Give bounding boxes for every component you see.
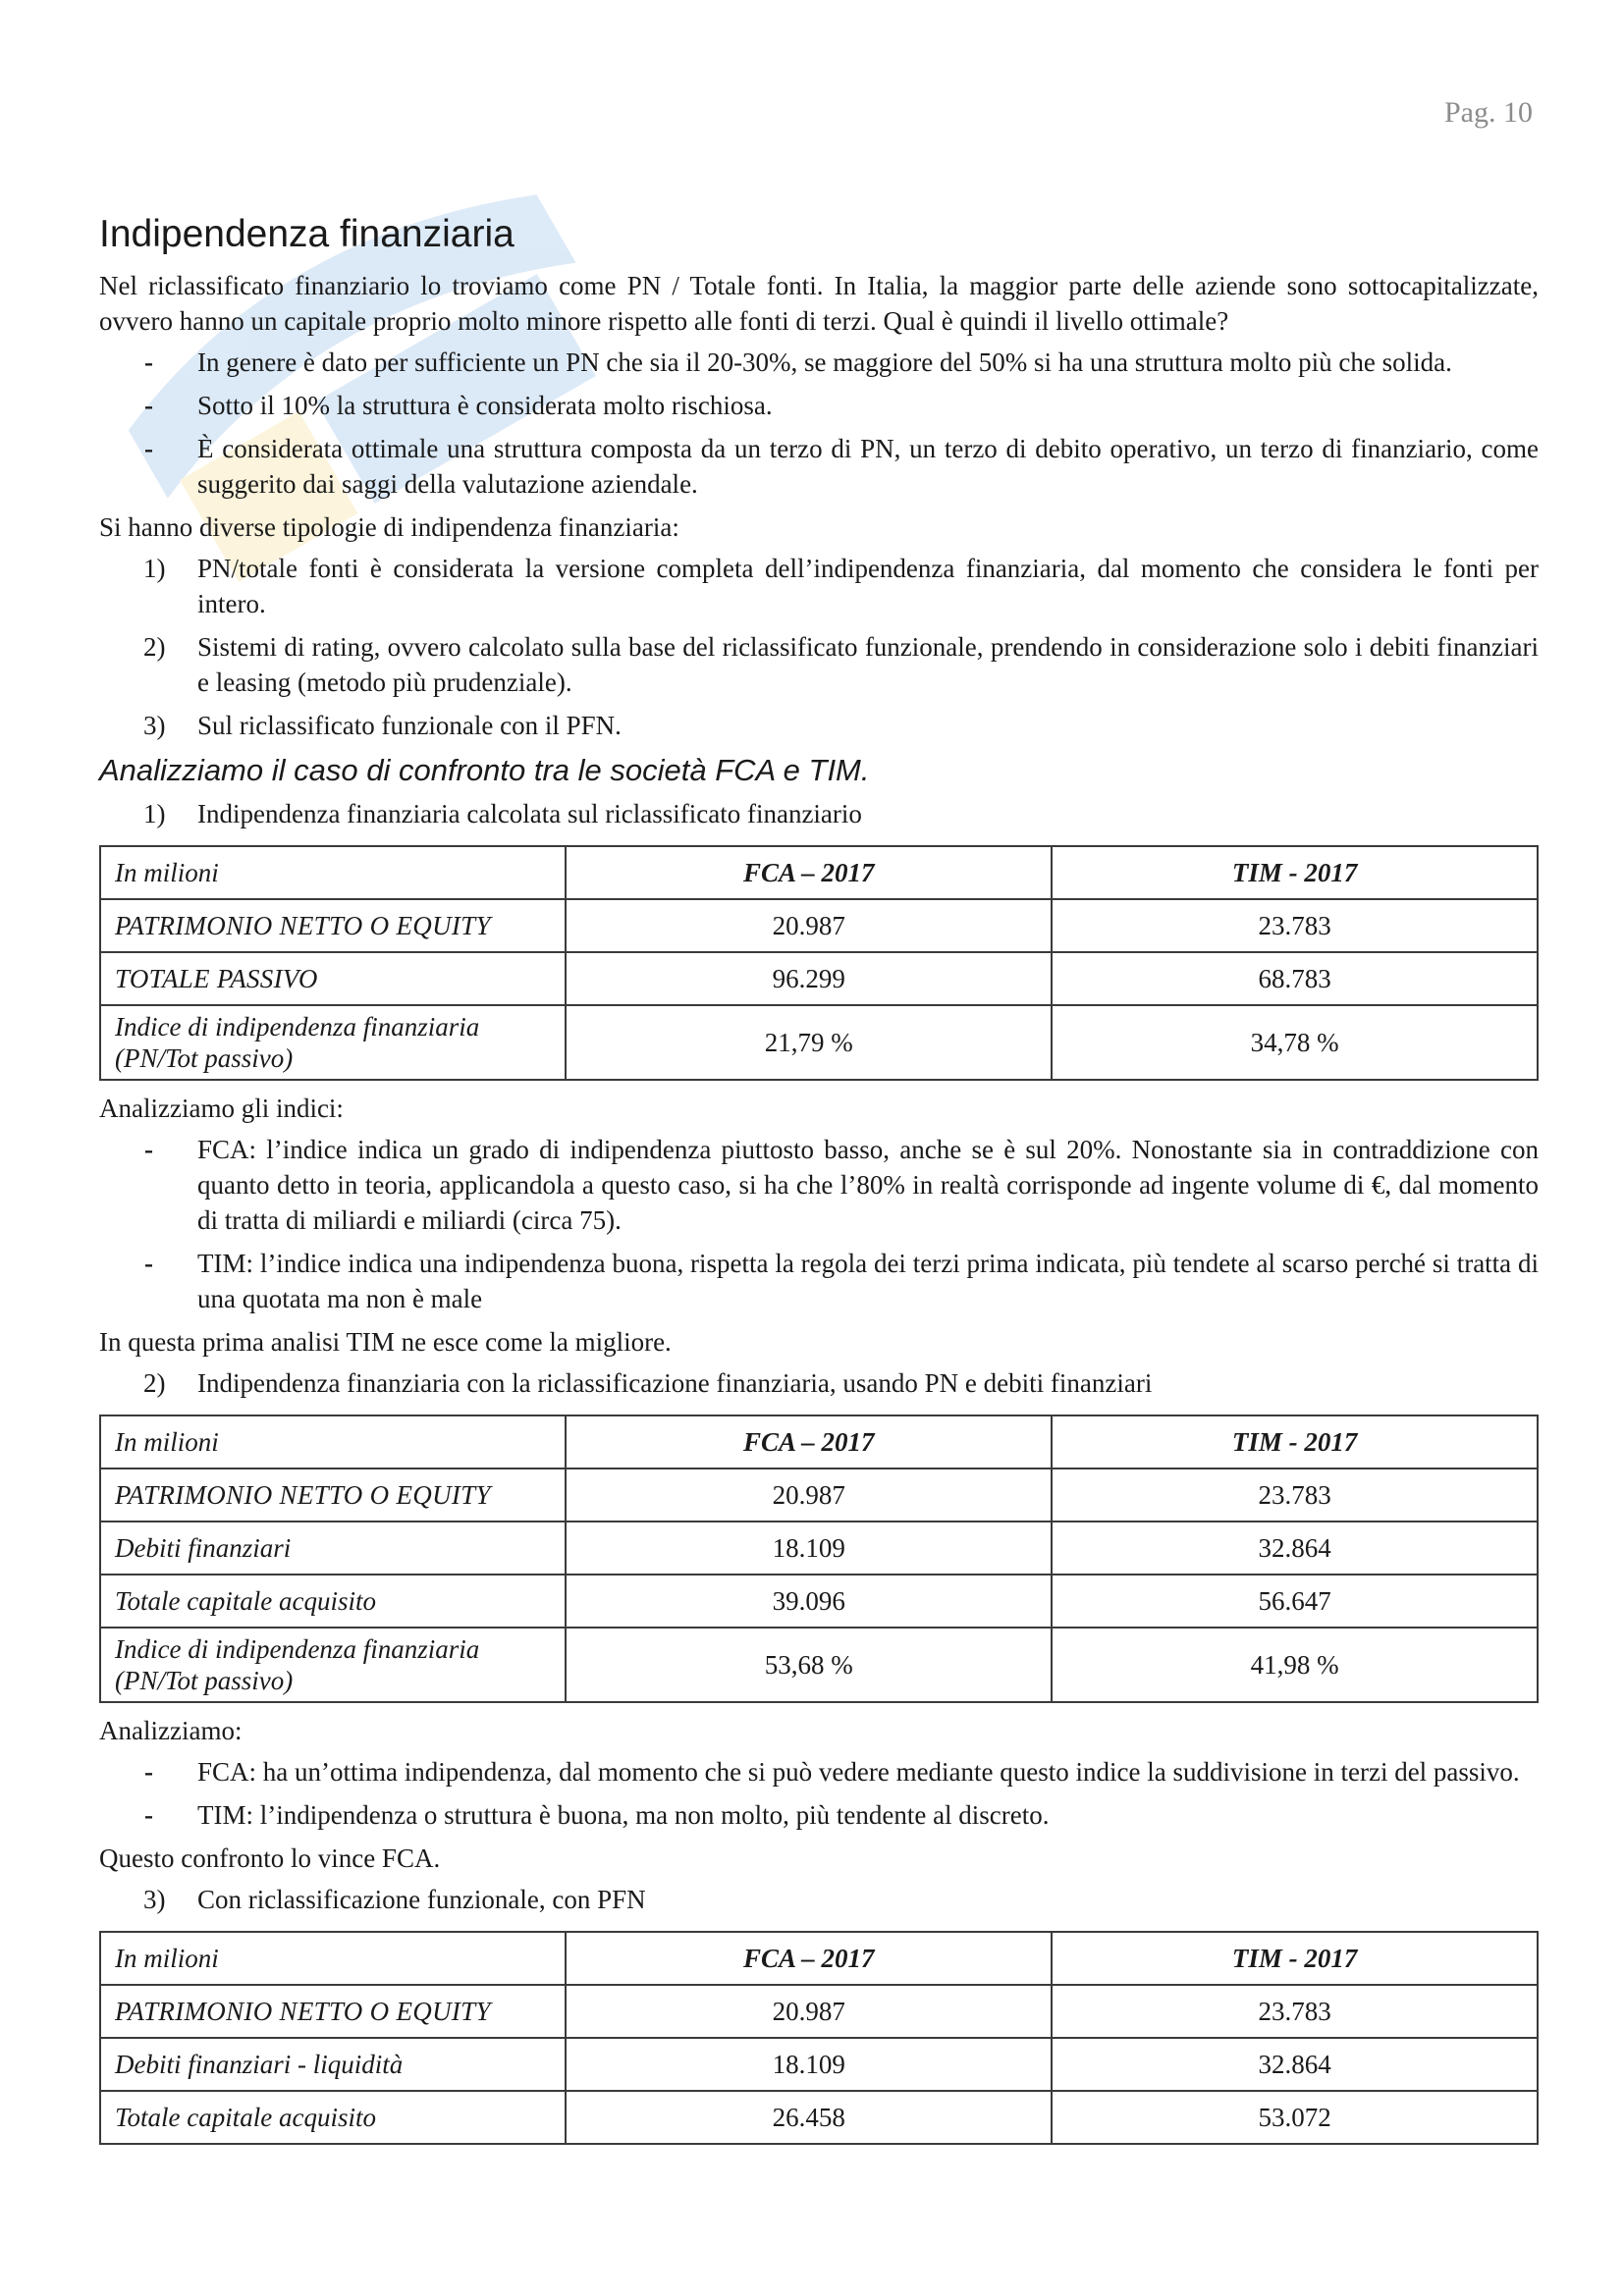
table-row: Totale capitale acquisito 39.096 56.647 [100,1575,1538,1628]
table-row: Indice di indipendenza finanziaria (PN/Tot passivo) 53,68 % 41,98 % [100,1628,1538,1702]
analysis-intro: Analizziamo gli indici: [99,1094,344,1123]
list-item: 1) PN/totale fonti è considerata la versione completa dell’indipendenza finanziaria, dal momento che considera le fonti per intero. [143,554,1539,618]
types-list [99,551,1539,743]
case1-title: 1) Indipendenza finanziaria calcolata sul riclassificato finanziario [143,799,862,828]
table-header-row: In milioni FCA – 2017 TIM - 2017 [100,1932,1538,1985]
table-row: Indice di indipendenza finanziaria (PN/Tot passivo) 21,79 % 34,78 % [100,1005,1538,1080]
list-item: - È considerata ottimale una struttura composta da un terzo di PN, un terzo di debito operativo, un terzo di finanziario, come suggerito dai saggi della valutazione aziendale. [144,434,1539,499]
table-header-row: In milioni FCA – 2017 TIM - 2017 [100,1415,1538,1468]
case-heading: Analizziamo il caso di confronto tra le società FCA e TIM. [99,753,870,787]
list-item: - Sotto il 10% la struttura è considerata molto rischiosa. [144,391,773,420]
list-item: - FCA: l’indice indica un grado di indipendenza piuttosto basso, anche se è sul 20%. Nonostante sia in contraddizione con quanto detto in teoria, applicandola a questo caso, si ha che l’80% in realtà corrisponde ad ingente volume di €, dal momento di tratta di miliardi e miliardi (circa 75). [144,1135,1539,1235]
list-item: - FCA: ha un’ottima indipendenza, dal momento che si può vedere mediante questo indice la suddivisione in terzi del passivo. [144,1757,1520,1787]
case2-analysis-list [99,1754,1539,1833]
case3-title: 3) Con riclassificazione funzionale, con PFN [143,1885,646,1914]
intro-paragraph: Nel riclassificato finanziario lo troviamo come PN / Totale fonti. In Italia, la maggior parte delle aziende sono sottocapitalizzate, ovvero hanno un capitale proprio molto minore rispetto alle fonti di terzi. Qual è quindi il livello ottimale? [99,271,1539,336]
document-body [99,211,1539,2155]
table-row: PATRIMONIO NETTO O EQUITY 20.987 23.783 [100,899,1538,952]
list-item: 3) Sul riclassificato funzionale con il PFN. [143,711,622,740]
list-item: - TIM: l’indipendenza o struttura è buona, ma non molto, più tendente al discreto. [144,1800,1050,1830]
table-row: PATRIMONIO NETTO O EQUITY 20.987 23.783 [100,1468,1538,1522]
case1-conclusion: In questa prima analisi TIM ne esce come la migliore. [99,1327,672,1357]
table-header-row: In milioni FCA – 2017 TIM - 2017 [100,846,1538,899]
list-item: - TIM: l’indice indica una indipendenza buona, rispetta la regola dei terzi prima indicata, più tendete al scarso perché si tratta di una quotata ma non è male [144,1249,1539,1313]
case2-title: 2) Indipendenza finanziaria con la riclassificazione finanziaria, usando PN e debiti finanziari [143,1368,1153,1398]
types-intro: Si hanno diverse tipologie di indipendenza finanziaria: [99,512,679,542]
section-heading: Indipendenza finanziaria [99,213,514,255]
case2-table [99,1415,1539,1703]
table-row: Totale capitale acquisito 26.458 53.072 [100,2091,1538,2144]
case3-table [99,1931,1539,2145]
page-number: Pag. 10 [1444,96,1533,129]
case1-analysis-list [99,1132,1539,1316]
table-row: Debiti finanziari - liquidità 18.109 32.864 [100,2038,1538,2091]
table-row: PATRIMONIO NETTO O EQUITY 20.987 23.783 [100,1985,1538,2038]
table-row: Debiti finanziari 18.109 32.864 [100,1522,1538,1575]
table-row: TOTALE PASSIVO 96.299 68.783 [100,952,1538,1005]
analysis-intro: Analizziamo: [99,1716,243,1745]
guidelines-list [99,345,1539,502]
case1-table [99,845,1539,1081]
list-item: - In genere è dato per sufficiente un PN che sia il 20-30%, se maggiore del 50% si ha una struttura molto più che solida. [144,347,1452,377]
case2-conclusion: Questo confronto lo vince FCA. [99,1843,441,1873]
list-item: 2) Sistemi di rating, ovvero calcolato sulla base del riclassificato funzionale, prendendo in considerazione solo i debiti finanziari e leasing (metodo più prudenziale). [143,632,1539,697]
